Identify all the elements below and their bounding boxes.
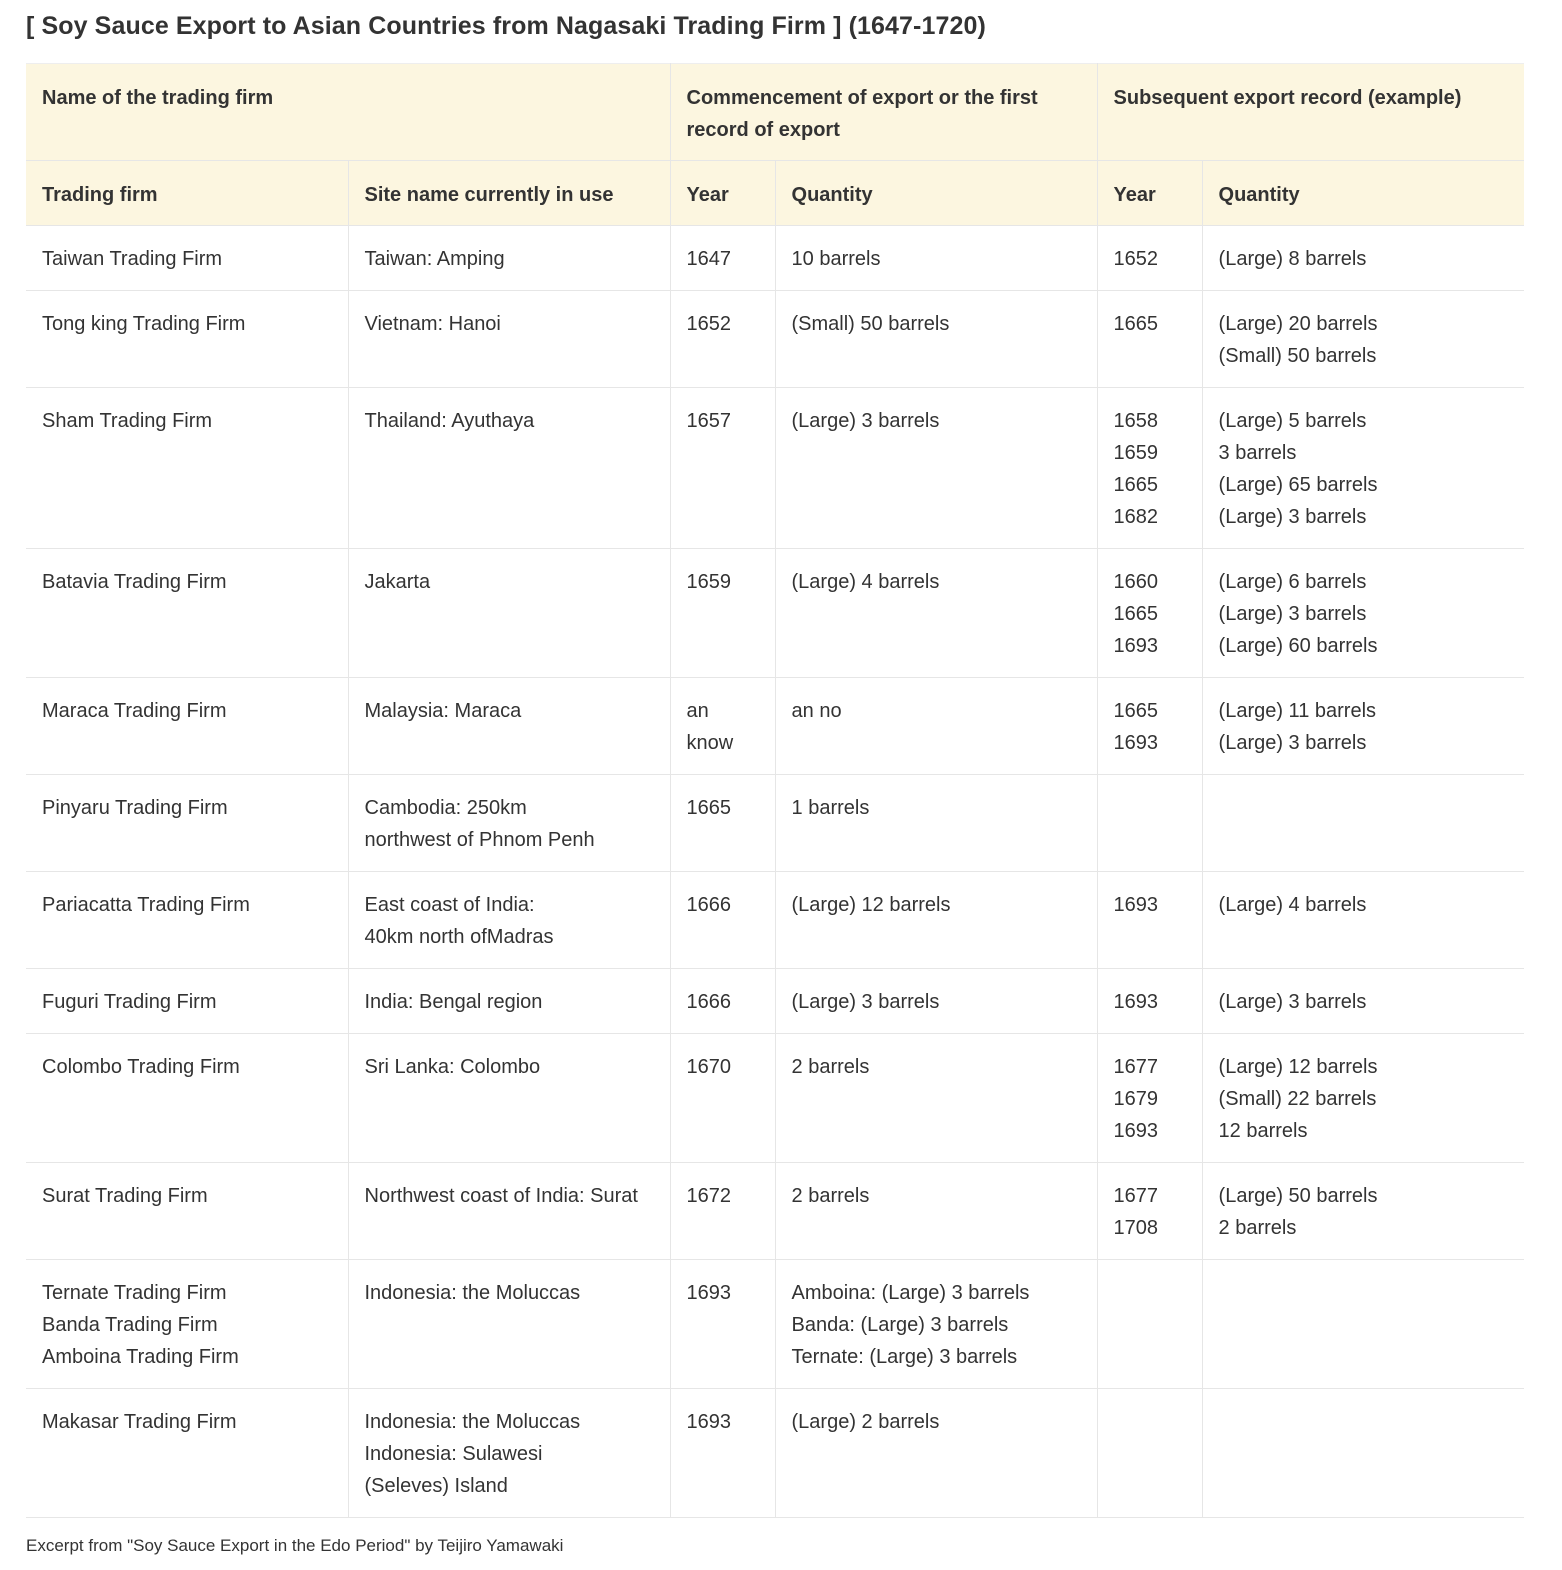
cell-line: Colombo Trading Firm [42, 1056, 240, 1078]
cell-line: (Large) 11 barrels [1218, 700, 1377, 722]
cell-line: 1677 [1113, 1185, 1159, 1207]
table-row [26, 1389, 1524, 1518]
first-year-cell [670, 1389, 775, 1518]
cell-line: 3 barrels [1218, 442, 1297, 464]
site-name-cell [348, 775, 670, 872]
trading-firm-cell [26, 678, 348, 775]
table-row [26, 226, 1524, 291]
cell-line: Taiwan: Amping [364, 248, 505, 270]
cell-line: Surat Trading Firm [42, 1185, 208, 1207]
group-header-subsequent: Subsequent export record (example) [1097, 64, 1524, 161]
cell-line: (Seleves) Island [364, 1475, 508, 1497]
cell-line: Banda Trading Firm [42, 1314, 218, 1336]
cell-line: Northwest coast of India: Surat [364, 1185, 638, 1207]
cell-line: (Large) 50 barrels [1218, 1185, 1378, 1207]
subsequent-quantity-cell [1202, 291, 1524, 388]
first-quantity-cell [775, 1260, 1097, 1389]
first-quantity-cell [775, 1034, 1097, 1163]
column-header-subsequent-quantity: Quantity [1202, 161, 1524, 226]
cell-line: (Large) 20 barrels [1218, 313, 1378, 335]
site-name-cell [348, 872, 670, 969]
subsequent-quantity-cell [1202, 549, 1524, 678]
trading-firm-cell [26, 549, 348, 678]
cell-line: 1693 [1113, 991, 1159, 1013]
cell-line: 1652 [1113, 248, 1159, 270]
cell-line: 1660 [1113, 571, 1159, 593]
subsequent-quantity-cell [1202, 1034, 1524, 1163]
page-title: [ Soy Sauce Export to Asian Countries from Nagasaki Trading Firm ] (1647-1720) [26, 12, 986, 40]
column-header-first-year: Year [670, 161, 775, 226]
subsequent-quantity-cell [1202, 678, 1524, 775]
cell-line: 1677 [1113, 1056, 1159, 1078]
cell-line: 1665 [1113, 474, 1159, 496]
first-year-cell [670, 549, 775, 678]
cell-line: Banda: (Large) 3 barrels [791, 1314, 1009, 1336]
cell-line: India: Bengal region [364, 991, 543, 1013]
trading-firm-cell [26, 872, 348, 969]
first-year-cell [670, 1034, 775, 1163]
cell-line: Amboina: (Large) 3 barrels [791, 1282, 1030, 1304]
cell-line: (Large) 6 barrels [1218, 571, 1367, 593]
cell-line: Tong king Trading Firm [42, 313, 246, 335]
cell-line: Makasar Trading Firm [42, 1411, 237, 1433]
cell-line: (Small) 50 barrels [791, 313, 950, 335]
site-name-cell [348, 678, 670, 775]
site-name-cell [348, 226, 670, 291]
table-row [26, 1163, 1524, 1260]
first-quantity-cell [775, 388, 1097, 549]
first-year-cell [670, 775, 775, 872]
cell-line: 1647 [686, 248, 732, 270]
subsequent-year-cell [1097, 1389, 1202, 1518]
subsequent-year-cell [1097, 775, 1202, 872]
table-body [26, 226, 1524, 1518]
cell-line: Malaysia: Maraca [364, 700, 522, 722]
first-quantity-cell [775, 872, 1097, 969]
subsequent-year-cell [1097, 291, 1202, 388]
column-header-site-name: Site name currently in use [348, 161, 670, 226]
cell-line: (Large) 12 barrels [1218, 1056, 1378, 1078]
site-name-cell [348, 1163, 670, 1260]
cell-line: 1693 [1113, 732, 1159, 754]
cell-line: 1657 [686, 410, 732, 432]
cell-line: 1658 [1113, 410, 1159, 432]
cell-line: Fuguri Trading Firm [42, 991, 217, 1013]
table-row [26, 388, 1524, 549]
cell-line: 1682 [1113, 506, 1159, 528]
cell-line: Vietnam: Hanoi [364, 313, 501, 335]
cell-line: 1 barrels [791, 797, 870, 819]
cell-line: (Large) 4 barrels [1218, 894, 1367, 916]
first-year-cell [670, 678, 775, 775]
cell-line: 2 barrels [1218, 1217, 1297, 1239]
site-name-cell [348, 1389, 670, 1518]
cell-line: Ternate: (Large) 3 barrels [791, 1346, 1018, 1368]
cell-line: 2 barrels [791, 1185, 870, 1207]
cell-line: an no [791, 700, 842, 722]
subsequent-year-cell [1097, 872, 1202, 969]
group-header-row [26, 64, 1524, 161]
group-header-firm-name: Name of the trading firm [26, 64, 670, 161]
first-quantity-cell [775, 969, 1097, 1034]
site-name-cell [348, 291, 670, 388]
cell-line: 1659 [686, 571, 732, 593]
cell-line: (Small) 50 barrels [1218, 345, 1377, 367]
cell-line: 1666 [686, 991, 732, 1013]
cell-line: Cambodia: 250km [364, 797, 527, 819]
table-row [26, 549, 1524, 678]
cell-line: (Large) 5 barrels [1218, 410, 1367, 432]
cell-line: Taiwan Trading Firm [42, 248, 223, 270]
cell-line: 1708 [1113, 1217, 1159, 1239]
cell-line: know [686, 732, 734, 754]
cell-line: (Large) 3 barrels [1218, 732, 1367, 754]
cell-line: Pariacatta Trading Firm [42, 894, 250, 916]
cell-line: 1679 [1113, 1088, 1159, 1110]
cell-line: 40km north ofMadras [364, 926, 554, 948]
site-name-cell [348, 1034, 670, 1163]
table-row [26, 678, 1524, 775]
first-quantity-cell [775, 775, 1097, 872]
subsequent-year-cell [1097, 388, 1202, 549]
first-quantity-cell [775, 678, 1097, 775]
first-year-cell [670, 1260, 775, 1389]
cell-line: (Large) 8 barrels [1218, 248, 1367, 270]
first-quantity-cell [775, 291, 1097, 388]
source-caption: Excerpt from "Soy Sauce Export in the Edo Period" by Teijiro Yamawaki [26, 1536, 564, 1555]
first-quantity-cell [775, 226, 1097, 291]
subsequent-quantity-cell [1202, 388, 1524, 549]
cell-line: (Large) 4 barrels [791, 571, 940, 593]
table-row [26, 1034, 1524, 1163]
subsequent-quantity-cell [1202, 1163, 1524, 1260]
cell-line: 1672 [686, 1185, 732, 1207]
first-year-cell [670, 872, 775, 969]
cell-line: an [686, 700, 709, 722]
first-year-cell [670, 388, 775, 549]
cell-line: 1693 [686, 1282, 732, 1304]
table-row [26, 775, 1524, 872]
cell-line: (Large) 3 barrels [791, 991, 940, 1013]
cell-line: 2 barrels [791, 1056, 870, 1078]
column-header-subsequent-year: Year [1097, 161, 1202, 226]
first-year-cell [670, 969, 775, 1034]
cell-line: Thailand: Ayuthaya [364, 410, 535, 432]
cell-line: Jakarta [364, 571, 431, 593]
subsequent-year-cell [1097, 1034, 1202, 1163]
group-header-commencement: Commencement of export or the first record of export [670, 64, 1097, 161]
cell-line: 1693 [1113, 894, 1159, 916]
cell-line: (Large) 3 barrels [791, 410, 940, 432]
trading-firm-cell [26, 775, 348, 872]
cell-line: northwest of Phnom Penh [364, 829, 595, 851]
trading-firm-cell [26, 1260, 348, 1389]
subsequent-year-cell [1097, 1163, 1202, 1260]
cell-line: 1670 [686, 1056, 732, 1078]
cell-line: 1659 [1113, 442, 1159, 464]
cell-line: Batavia Trading Firm [42, 571, 227, 593]
cell-line: Amboina Trading Firm [42, 1346, 239, 1368]
cell-line: 12 barrels [1218, 1120, 1308, 1142]
cell-line: Indonesia: the Moluccas [364, 1282, 581, 1304]
cell-line: (Large) 2 barrels [791, 1411, 940, 1433]
cell-line: Indonesia: Sulawesi [364, 1443, 543, 1465]
subsequent-quantity-cell [1202, 969, 1524, 1034]
column-header-trading-firm: Trading firm [26, 161, 348, 226]
trading-firm-cell [26, 388, 348, 549]
cell-line: 1665 [1113, 313, 1159, 335]
site-name-cell [348, 969, 670, 1034]
cell-line: Indonesia: the Moluccas [364, 1411, 581, 1433]
column-header-first-quantity: Quantity [775, 161, 1097, 226]
cell-line: (Large) 3 barrels [1218, 991, 1367, 1013]
first-year-cell [670, 1163, 775, 1260]
table-row [26, 1260, 1524, 1389]
subsequent-quantity-cell [1202, 775, 1524, 872]
subsequent-year-cell [1097, 1260, 1202, 1389]
cell-line: 1652 [686, 313, 732, 335]
subsequent-year-cell [1097, 678, 1202, 775]
cell-line: (Large) 3 barrels [1218, 603, 1367, 625]
cell-line: Ternate Trading Firm [42, 1282, 227, 1304]
cell-line: 1665 [1113, 700, 1159, 722]
table-row [26, 872, 1524, 969]
cell-line: Pinyaru Trading Firm [42, 797, 228, 819]
first-quantity-cell [775, 1163, 1097, 1260]
column-header-row [26, 161, 1524, 226]
trading-firm-cell [26, 969, 348, 1034]
trading-firm-cell [26, 1389, 348, 1518]
cell-line: Maraca Trading Firm [42, 700, 227, 722]
cell-line: (Large) 60 barrels [1218, 635, 1378, 657]
table-row [26, 291, 1524, 388]
subsequent-year-cell [1097, 969, 1202, 1034]
subsequent-quantity-cell [1202, 1260, 1524, 1389]
soy-sauce-export-table [26, 63, 1524, 1518]
subsequent-quantity-cell [1202, 872, 1524, 969]
cell-line: (Small) 22 barrels [1218, 1088, 1377, 1110]
cell-line: East coast of India: [364, 894, 535, 916]
subsequent-year-cell [1097, 226, 1202, 291]
first-year-cell [670, 291, 775, 388]
cell-line: Sham Trading Firm [42, 410, 213, 432]
cell-line: (Large) 3 barrels [1218, 506, 1367, 528]
table-row [26, 969, 1524, 1034]
cell-line: 1665 [1113, 603, 1159, 625]
cell-line: 1665 [686, 797, 732, 819]
subsequent-quantity-cell [1202, 226, 1524, 291]
site-name-cell [348, 1260, 670, 1389]
first-quantity-cell [775, 1389, 1097, 1518]
first-year-cell [670, 226, 775, 291]
trading-firm-cell [26, 291, 348, 388]
trading-firm-cell [26, 1163, 348, 1260]
site-name-cell [348, 388, 670, 549]
first-quantity-cell [775, 549, 1097, 678]
cell-line: 1693 [686, 1411, 732, 1433]
trading-firm-cell [26, 1034, 348, 1163]
cell-line: 10 barrels [791, 248, 881, 270]
cell-line: Sri Lanka: Colombo [364, 1056, 541, 1078]
subsequent-year-cell [1097, 549, 1202, 678]
cell-line: 1666 [686, 894, 732, 916]
trading-firm-cell [26, 226, 348, 291]
cell-line: 1693 [1113, 635, 1159, 657]
subsequent-quantity-cell [1202, 1389, 1524, 1518]
cell-line: 1693 [1113, 1120, 1159, 1142]
cell-line: (Large) 12 barrels [791, 894, 951, 916]
site-name-cell [348, 549, 670, 678]
cell-line: (Large) 65 barrels [1218, 474, 1378, 496]
